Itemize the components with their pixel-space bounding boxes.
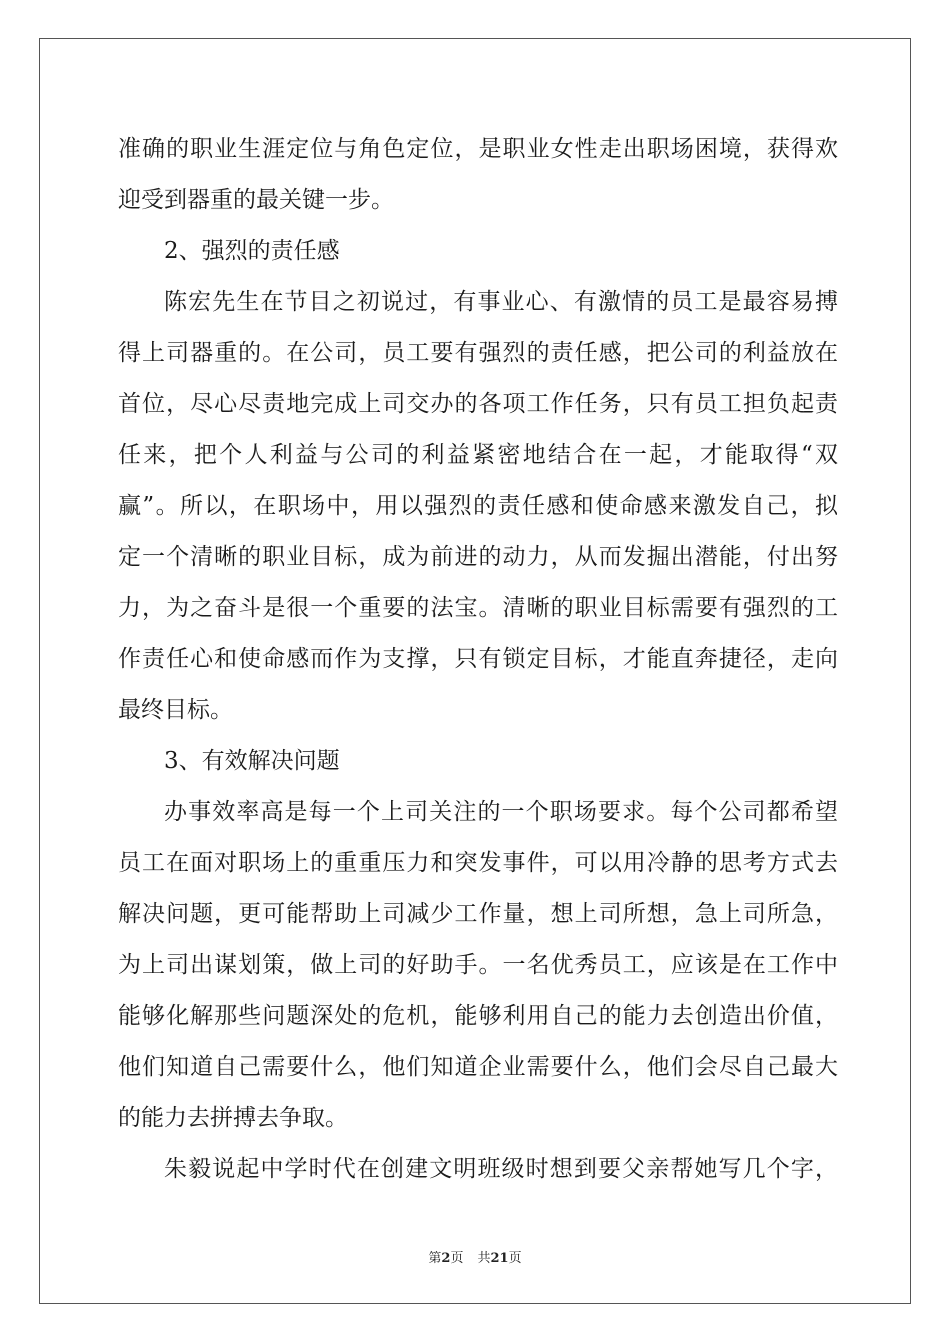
text-line: 最终目标。 xyxy=(118,697,233,723)
total-pages: 21 xyxy=(490,1251,509,1266)
total-prefix: 共 xyxy=(477,1251,491,1266)
text-line: 力，为之奋斗是很一个重要的法宝。清晰的职业目标需要有强烈的工 xyxy=(118,595,838,621)
section-heading: 2、强烈的责任感 xyxy=(164,238,340,264)
text-line: 准确的职业生涯定位与角色定位，是职业女性走出职场困境，获得欢 xyxy=(118,136,838,162)
text-line: 定一个清晰的职业目标，成为前进的动力，从而发掘出潜能，付出努 xyxy=(118,544,838,570)
text-line: 首位，尽心尽责地完成上司交办的各项工作任务，只有员工担负起责 xyxy=(118,391,838,417)
text-line: 的能力去拼搏去争取。 xyxy=(118,1105,348,1131)
page-prefix: 第 xyxy=(428,1251,442,1266)
document-body xyxy=(118,124,838,1195)
text-line: 为上司出谋划策，做上司的好助手。一名优秀员工，应该是在工作中 xyxy=(118,952,838,978)
page-footer xyxy=(0,1247,950,1266)
text-line: 解决问题，更可能帮助上司减少工作量，想上司所想，急上司所急， xyxy=(118,901,838,927)
text-line: 员工在面对职场上的重重压力和突发事件，可以用冷静的思考方式去 xyxy=(118,850,838,876)
text-line: 办事效率高是每一个上司关注的一个职场要求。每个公司都希望 xyxy=(164,799,838,825)
text-line: 陈宏先生在节目之初说过，有事业心、有激情的员工是最容易搏 xyxy=(164,289,838,315)
text-line: 迎受到器重的最关键一步。 xyxy=(118,187,394,213)
text-line: 作责任心和使命感而作为支撑，只有锁定目标，才能直奔捷径，走向 xyxy=(118,646,838,672)
page-number: 2 xyxy=(441,1251,451,1266)
text-line: 赢”。所以，在职场中，用以强烈的责任感和使命感来激发自己，拟 xyxy=(118,493,838,519)
text-line: 能够化解那些问题深处的危机，能够利用自己的能力去创造出价值， xyxy=(118,1003,838,1029)
text-line: 任来，把个人利益与公司的利益紧密地结合在一起，才能取得“双 xyxy=(118,442,838,468)
page-suffix: 页 xyxy=(450,1251,464,1266)
text-line: 朱毅说起中学时代在创建文明班级时想到要父亲帮她写几个字， xyxy=(164,1156,838,1182)
section-heading: 3、有效解决问题 xyxy=(164,748,340,774)
total-suffix: 页 xyxy=(508,1251,522,1266)
text-line: 他们知道自己需要什么，他们知道企业需要什么，他们会尽自己最大 xyxy=(118,1054,838,1080)
text-line: 得上司器重的。在公司，员工要有强烈的责任感，把公司的利益放在 xyxy=(118,340,838,366)
